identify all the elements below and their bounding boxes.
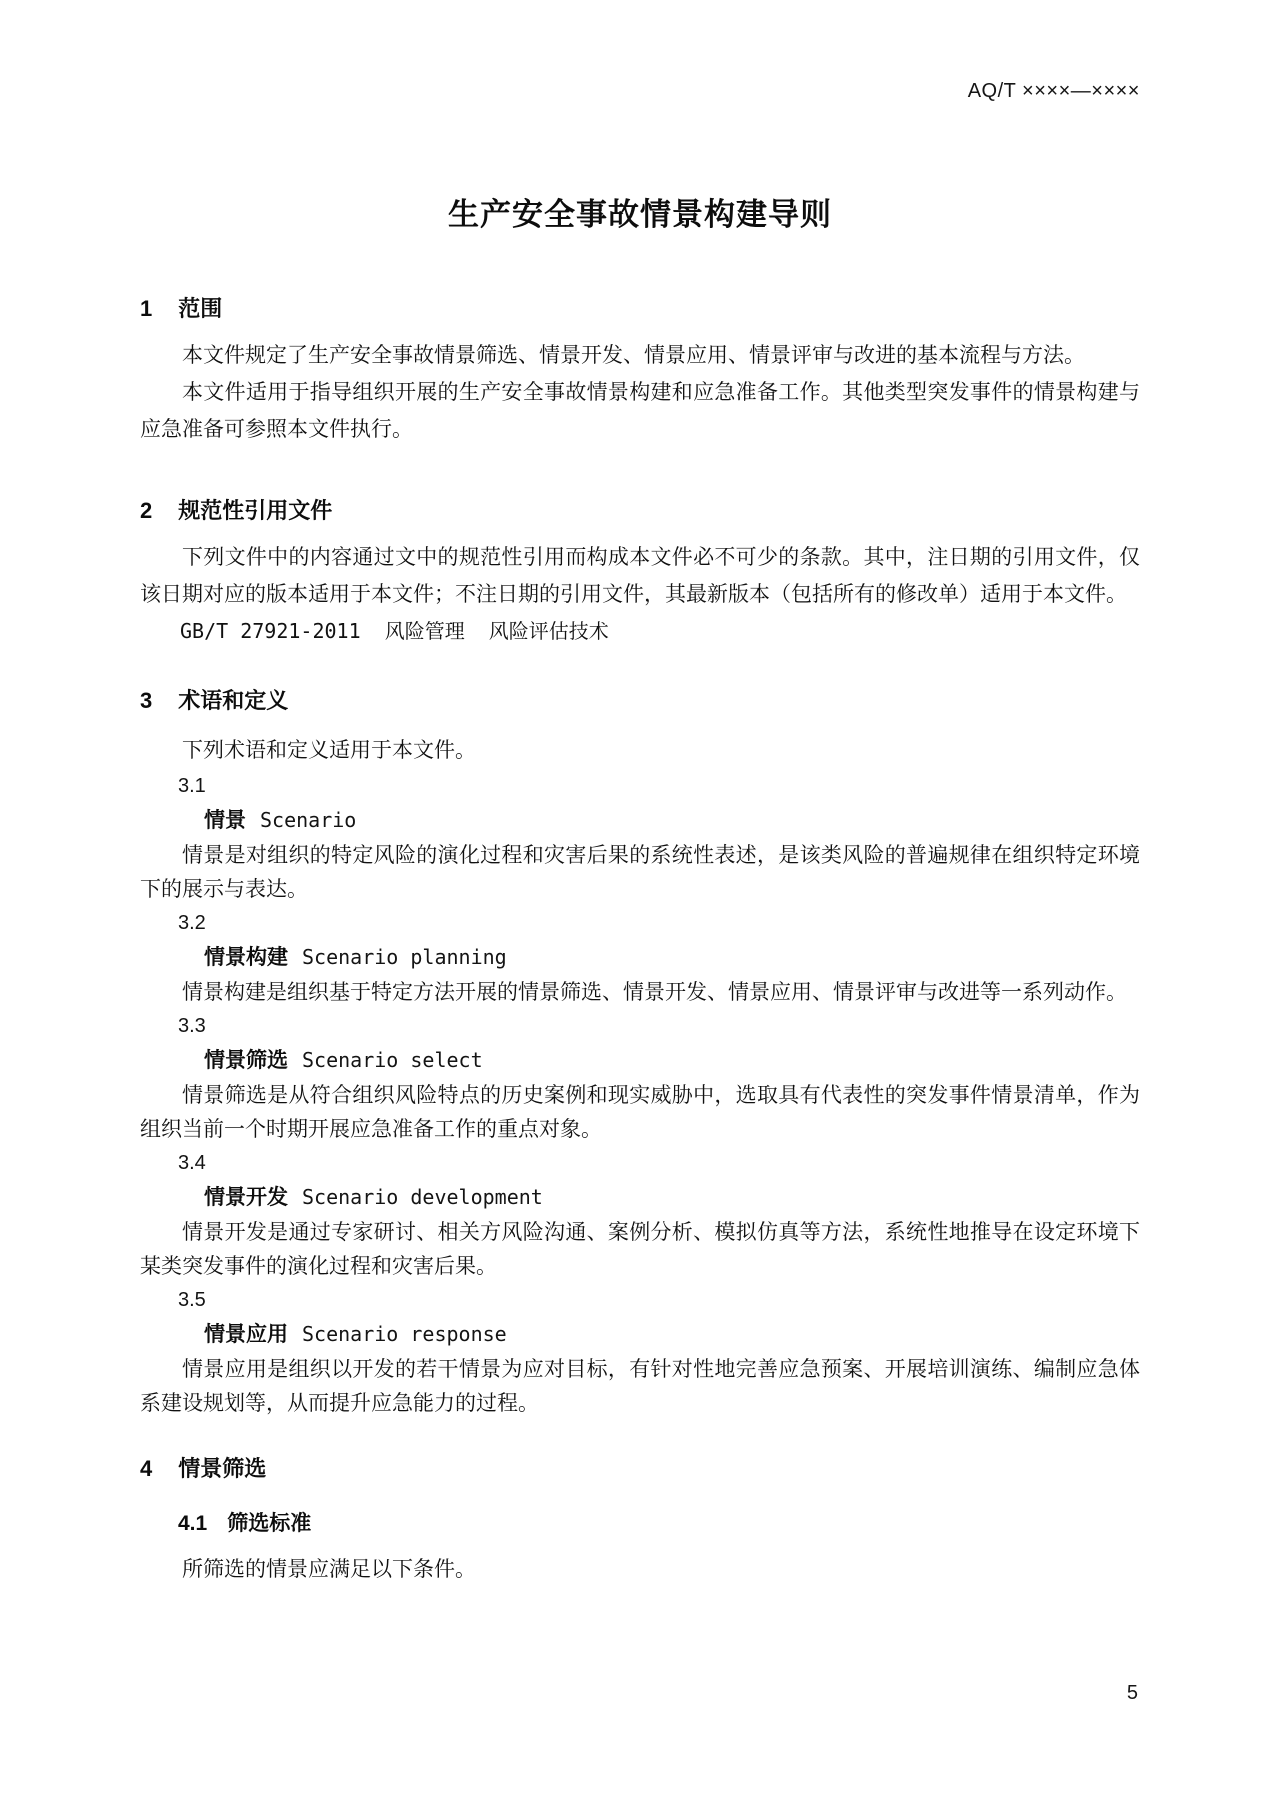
clause-number: 3.1: [178, 775, 206, 797]
term-title: [140, 1317, 1140, 1352]
standard-code: AQ/T ××××—××××: [967, 80, 1140, 102]
term-chinese: 情景筛选: [204, 1049, 288, 1072]
term-entry: [140, 1283, 1140, 1420]
term-chinese: 情景应用: [204, 1323, 288, 1346]
term-chinese: 情景: [204, 809, 246, 832]
page-number: 5: [1126, 1682, 1138, 1704]
term-title: [140, 1180, 1140, 1215]
subsection-heading: [140, 1507, 1140, 1537]
section-scope: [140, 292, 1140, 448]
section-number: 1: [140, 296, 153, 321]
term-title: [140, 940, 1140, 975]
section-heading: [140, 292, 1140, 323]
term-title: [140, 1043, 1140, 1078]
paragraph: 所筛选的情景应满足以下条件。: [182, 1557, 476, 1581]
term-english: Scenario development: [302, 1185, 543, 1209]
subsection-number: 4.1: [178, 1512, 208, 1535]
normative-reference: GB/T 27921-2011 风险管理 风险评估技术: [180, 619, 609, 643]
term-entry: [140, 769, 1140, 906]
section-title: 情景筛选: [178, 1456, 267, 1481]
section-title: 规范性引用文件: [178, 498, 333, 523]
section-heading: [140, 684, 1140, 718]
section-title: 范围: [178, 296, 223, 321]
section-heading: [140, 494, 1140, 525]
term-english: Scenario response: [302, 1322, 507, 1346]
paragraph: 本文件适用于指导组织开展的生产安全事故情景构建和应急准备工作。其他类型突发事件的情景构建与应急准备可参照本文件执行。: [140, 380, 1140, 441]
term-entry: [140, 1146, 1140, 1283]
section-number: 2: [140, 498, 153, 523]
term-definition: 情景开发是通过专家研讨、相关方风险沟通、案例分析、模拟仿真等方法，系统性地推导在设定环境下某类突发事件的演化过程和灾害后果。: [140, 1220, 1140, 1278]
section-normative-references: [140, 494, 1140, 650]
clause-number: 3.3: [178, 1015, 206, 1037]
term-chinese: 情景开发: [204, 1186, 288, 1209]
section-number: 4: [140, 1456, 153, 1481]
term-definition: 情景应用是组织以开发的若干情景为应对目标，有针对性地完善应急预案、开展培训演练、编制应急体系建设规划等，从而提升应急能力的过程。: [140, 1357, 1140, 1415]
clause-number: 3.5: [178, 1289, 206, 1311]
term-english: Scenario planning: [302, 945, 507, 969]
paragraph: 下列文件中的内容通过文中的规范性引用而构成本文件必不可少的条款。其中，注日期的引用文件，仅该日期对应的版本适用于本文件；不注日期的引用文件，其最新版本（包括所有的修改单）适用于本文件。: [140, 545, 1140, 606]
terms-intro: 下列术语和定义适用于本文件。: [182, 738, 476, 762]
term-english: Scenario: [260, 808, 357, 832]
paragraph: 本文件规定了生产安全事故情景筛选、情景开发、情景应用、情景评审与改进的基本流程与方法。: [182, 343, 1085, 367]
section-number: 3: [140, 688, 153, 713]
section-heading: [140, 1452, 1140, 1483]
term-title: [140, 803, 1140, 838]
term-definition: 情景筛选是从符合组织风险特点的历史案例和现实威胁中，选取具有代表性的突发事件情景清单，作为组织当前一个时期开展应急准备工作的重点对象。: [140, 1083, 1140, 1141]
term-english: Scenario select: [302, 1048, 483, 1072]
clause-number: 3.2: [178, 912, 206, 934]
term-definition: 情景是对组织的特定风险的演化过程和灾害后果的系统性表述，是该类风险的普遍规律在组织特定环境下的展示与表达。: [140, 843, 1140, 901]
section-scenario-screening: [140, 1452, 1140, 1588]
term-definition: 情景构建是组织基于特定方法开展的情景筛选、情景开发、情景应用、情景评审与改进等一系列动作。: [182, 980, 1127, 1004]
term-entry: [140, 906, 1140, 1009]
subsection-title: 筛选标准: [227, 1512, 312, 1535]
clause-number: 3.4: [178, 1152, 206, 1174]
document-title: 生产安全事故情景构建导则: [448, 197, 832, 232]
term-entry: [140, 1009, 1140, 1146]
section-terms-and-definitions: [140, 684, 1140, 1420]
term-chinese: 情景构建: [204, 946, 288, 969]
section-title: 术语和定义: [178, 688, 289, 713]
